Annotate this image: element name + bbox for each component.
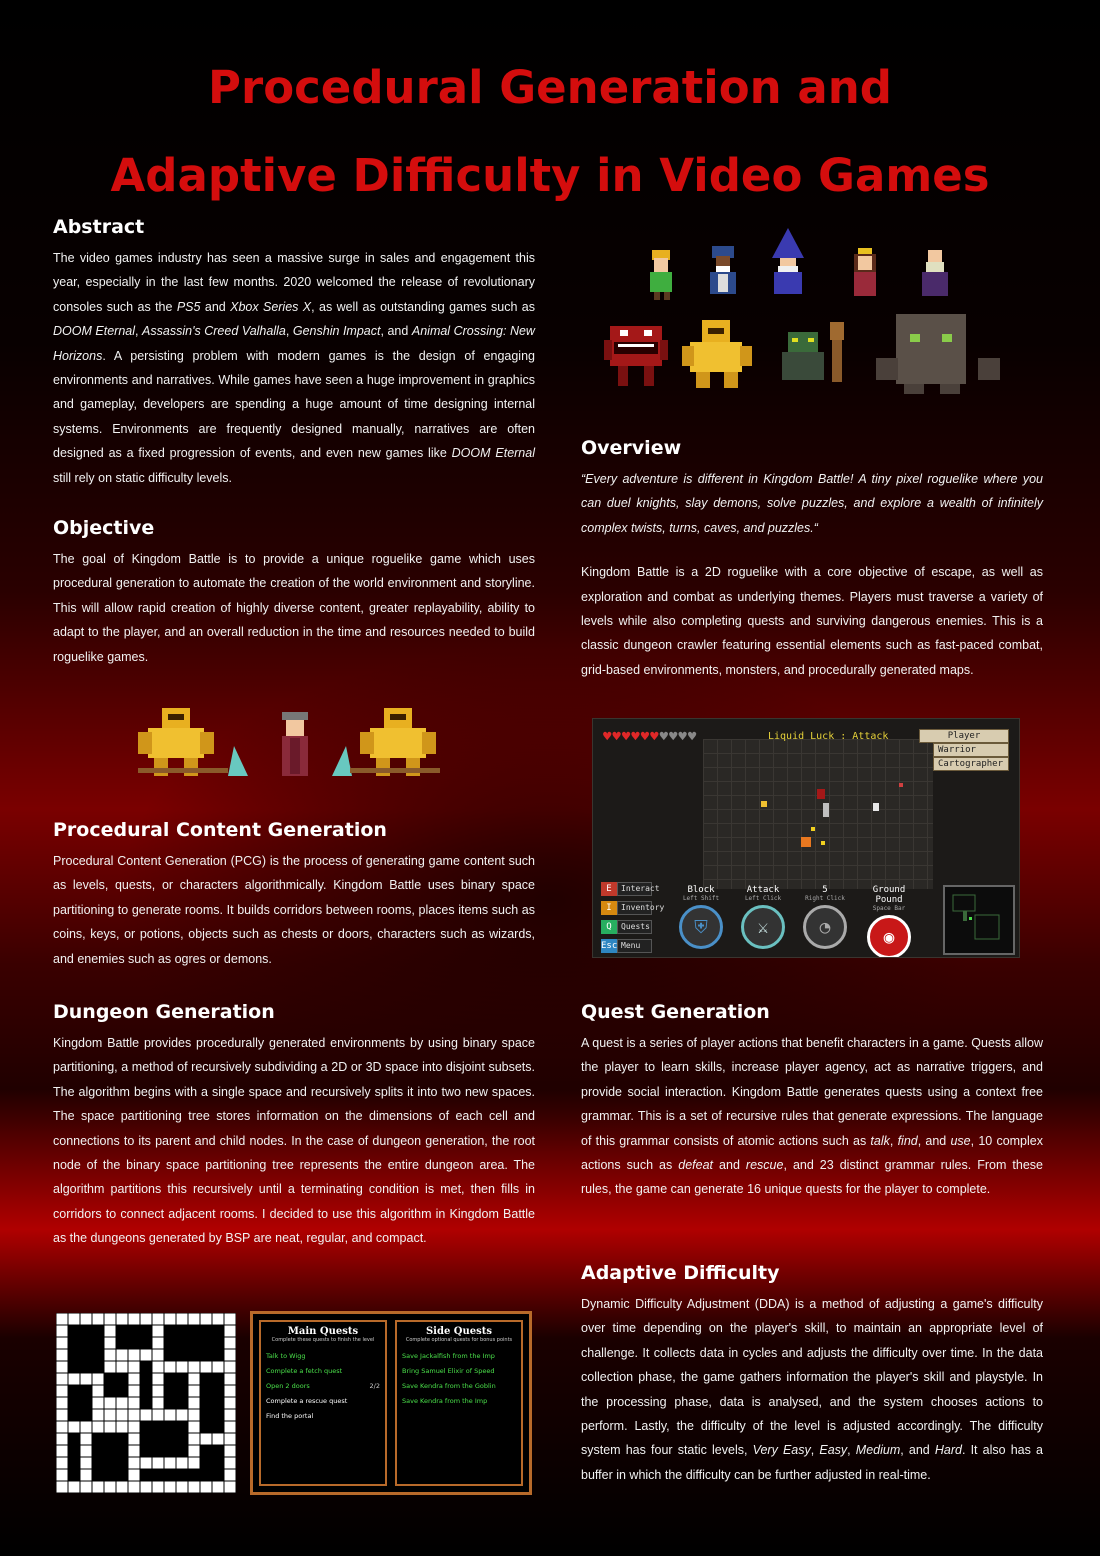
main-quest-item: Open 2 doors 2/2 <box>266 1379 380 1394</box>
attack-action: Attack Left Click ⚔ <box>733 885 793 949</box>
block-action: Block Left Shift ⛨ <box>671 885 731 949</box>
overview-heading: Overview <box>581 437 682 459</box>
game-screenshot <box>592 718 1020 958</box>
quest-count: 2/2 <box>369 1382 380 1390</box>
key-menu: Esc Menu <box>601 938 652 954</box>
quests-board <box>250 1311 532 1495</box>
king-sprite <box>282 712 308 776</box>
orc-with-club-sprite <box>782 322 844 382</box>
poster-title: Procedural Generation and Adaptive Difficulty in Video Games <box>110 61 990 202</box>
battle-sprites <box>132 702 452 788</box>
objective-section <box>53 517 535 669</box>
dungeon-heading: Dungeon Generation <box>53 1001 275 1023</box>
side-quest-item: Save Kendra from the Goblin <box>402 1382 496 1390</box>
main-quest-item: Complete a rescue quest <box>266 1397 348 1405</box>
objective-text: The goal of Kingdom Battle is to provide a unique roguelike game which uses procedural generation to automate the creation of the world environment and storyline. This will allow rapid creation of highly diverse content, greater replayability, ability to adapt to the player, and an overall reduction in the time and resources needed to build roguelike games. <box>53 552 535 664</box>
side-quests-title: Side Quests <box>425 1326 493 1337</box>
pcg-text: Procedural Content Generation (PCG) is the process of generating game content such as levels, quests, or characters algorithmically. Kingdom Battle uses binary space partitioning to generate rooms. It builds corridors between rooms, places items such as coins, keys, or potions, objects such as chests or doors, characters such as wizards, and enemies such as ogres or demons. <box>53 854 535 966</box>
stone-golem-sprite <box>876 314 1000 394</box>
adaptive-heading: Adaptive Difficulty <box>581 1262 780 1284</box>
main-quests-title: Main Quests <box>287 1326 359 1337</box>
main-quest-item: Find the portal <box>266 1412 314 1420</box>
health-hearts: ♥♥♥♥♥♥♥♥♥♥ <box>603 729 698 745</box>
ground-pound-icon: ◉ <box>867 915 911 958</box>
main-quest-item: Talk to Wigg <box>266 1352 306 1360</box>
sword-icon: ⚔ <box>741 905 785 949</box>
pcg-section <box>53 819 535 971</box>
key-inventory: I Inventory <box>601 900 652 916</box>
side-quests-subtitle: Complete optional quests for bonus points <box>405 1337 513 1343</box>
shield-icon: ⛨ <box>679 905 723 949</box>
princess-sprite <box>854 248 876 296</box>
left-axe-icon <box>228 746 248 776</box>
pcg-heading: Procedural Content Generation <box>53 819 387 841</box>
side-quests-panel <box>395 1320 523 1486</box>
overview-quote: “Every adventure is different in Kingdom Battle! A tiny pixel roguelike where you can duel knights, slay demons, solve puzzles, and explore a wealth of infinitely complex twists, turns, caves, and puzzles.“ <box>581 472 1043 535</box>
dungeon-section <box>53 1001 535 1251</box>
dark-mage-sprite <box>710 246 736 294</box>
warrior-tag: Warrior <box>933 743 1009 757</box>
player-tag: Player <box>919 729 1009 743</box>
objective-heading: Objective <box>53 517 155 539</box>
spell-action: 5 Right Click ◔ <box>795 885 855 949</box>
overview-section <box>581 437 1043 682</box>
abstract-heading: Abstract <box>53 216 145 238</box>
quest-text: A quest is a series of player actions that benefit characters in a game. Quests allow the player to learn skills, increase player agency, act as narrative triggers, and provide social interaction. Kingdom Battle generates quests using a context free grammar. This is a set of recursive rules that generate expressions. The language of this grammar consists of atomic actions such as talk, find, and use, 10 complex actions such as defeat and rescue, and 23 distinct grammar rules. From these rules, the game can generate 16 unique quests for the player to complete. <box>581 1036 1043 1197</box>
right-golem-sprite <box>350 708 440 776</box>
key-quests: Q Quests <box>601 919 652 935</box>
minimap <box>943 885 1015 955</box>
bsp-dungeon-map <box>56 1313 236 1493</box>
adaptive-section <box>581 1262 1043 1487</box>
game-status-title: Liquid Luck : Attack <box>768 731 889 742</box>
red-demon-sprite <box>604 326 668 386</box>
quest-section <box>581 1001 1043 1202</box>
side-quest-item: Save Jackalfish from the Imp <box>402 1352 495 1360</box>
overview-text: Kingdom Battle is a 2D roguelike with a core objective of escape, as well as exploration and combat as underlying themes. Players must traverse a variety of levels while also completing quests and surviving dangerous enemies. This is a classic dungeon crawler featuring essential elements such as fast-paced combat, grid-based environments, monsters, and procedurally generated maps. <box>581 565 1043 677</box>
elder-sprite <box>922 250 948 296</box>
right-axe-icon <box>332 746 352 776</box>
abstract-section <box>53 216 535 490</box>
quest-heading: Quest Generation <box>581 1001 770 1023</box>
main-quests-panel <box>259 1320 387 1486</box>
golden-golem-sprite <box>682 320 752 388</box>
bsp-map-grid <box>56 1313 236 1493</box>
side-quest-item: Save Kendra from the Imp <box>402 1397 488 1405</box>
main-quests-subtitle: Complete these quests to finish the level <box>271 1337 375 1343</box>
key-bindings <box>601 881 665 957</box>
ground-pound-action: Ground Pound Space Bar ◉ <box>859 885 919 958</box>
key-interact: E Interact <box>601 881 652 897</box>
left-golem-sprite <box>138 708 228 776</box>
cartographer-tag: Cartographer <box>933 757 1009 771</box>
adaptive-text: Dynamic Difficulty Adjustment (DDA) is a method of adjusting a game's difficulty over time depending on the player's skill, to maintain an appropriate level of challenge. It collects data in cycles and adjusts the difficulty over time. In the data collection phase, the game gathers information the player's skill and playstyle. In the processing phase, data is analysed, and the system chooses actions to perform. Lastly, the difficulty of the level is adjusted accordingly. The difficulty system has four static levels, Very Easy, Easy, Medium, and Hard. It also has a buffer in which the difficulty can be further adjusted in real-time. <box>581 1297 1043 1482</box>
abstract-text: The video games industry has seen a massive surge in sales and engagement this year, especially in the last few months. 2020 welcomed the release of revolutionary consoles such as the PS5 and Xbox Series X, as well as outstanding games such as DOOM Eternal, Assassin's Creed Valhalla, Genshin Impact, and Animal Crossing: New Horizons. A persisting problem with modern games is the design of engaging environments and narratives. While games have seen a huge improvement in graphics and gameplay, developers are spending a huge amount of time designing internal systems. Environments are frequently designed manually, narratives are often designed as a fixed progression of events, and even new games like DOOM Eternal still rely on static difficulty levels. <box>53 251 535 485</box>
dungeon-text: Kingdom Battle provides procedurally generated environments by using binary space partitioning, a method of recursively subdividing a 2D or 3D space into disjoint subsets. The algorithm begins with a single space and recursively splits it into two new spaces. The space partitioning tree stores information on the dimensions of each cell and connections to its parent and child nodes. In the case of dungeon generation, the root node of the binary space partitioning tree represents the entire dungeon area. The algorithm partitions this recursively until a terminating condition is met, then fills in corridors to connect adjacent rooms. I decided to use this algorithm in Kingdom Battle as the dungeons generated by BSP are neat, regular, and compact. <box>53 1036 535 1246</box>
character-sprites <box>600 228 1020 408</box>
game-characters <box>753 779 903 879</box>
side-quest-item: Bring Samuel Elixir of Speed <box>402 1367 495 1375</box>
wizard-sprite <box>772 228 804 294</box>
main-quest-item: Complete a fetch quest <box>266 1367 343 1375</box>
elf-hero-sprite <box>650 250 672 300</box>
cooldown-icon: ◔ <box>803 905 847 949</box>
